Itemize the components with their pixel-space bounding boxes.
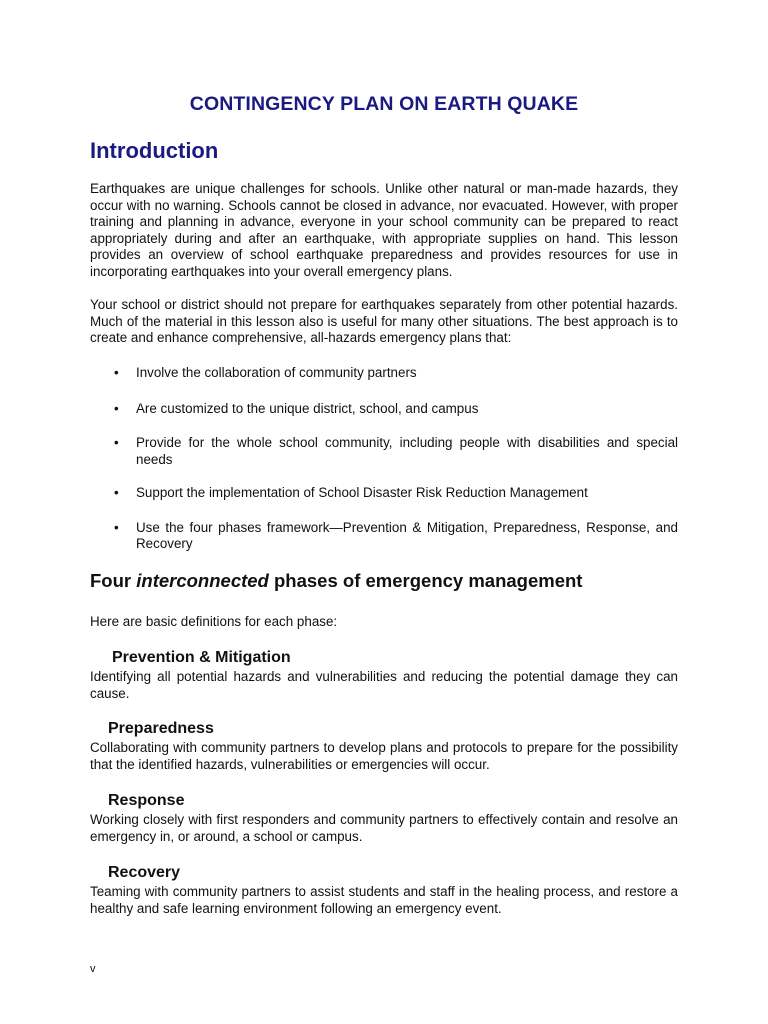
phases-heading-post: phases of emergency management [268, 570, 583, 591]
phases-heading-pre: Four [90, 570, 137, 591]
list-item [90, 520, 678, 553]
list-item [90, 401, 678, 418]
phase-text-preparedness: Collaborating with community partners to develop plans and protocols to prepare for the possibility that the identified hazards, vulnerabilities or emergencies will occur. [90, 740, 678, 772]
bullet-icon: • [114, 435, 119, 450]
bullet-icon: • [114, 519, 119, 535]
bullet-icon: • [114, 485, 119, 500]
hazard-plan-list [90, 365, 678, 553]
list-item-text: Are customized to the unique district, school, and campus [136, 400, 479, 416]
list-item [90, 365, 678, 382]
list-item-text: Support the implementation of School Disaster Risk Reduction Management [136, 485, 588, 500]
page-number: v [90, 963, 96, 975]
document-title: CONTINGENCY PLAN ON EARTH QUAKE [189, 93, 579, 115]
list-item-text: Provide for the whole school community, including people with disabilities and special needs [136, 435, 678, 467]
list-item [90, 485, 678, 502]
bullet-icon: • [114, 365, 119, 380]
introduction-heading: Introduction [90, 138, 219, 163]
phase-title-recovery: Recovery [108, 864, 181, 881]
phase-title-prevention: Prevention & Mitigation [112, 649, 291, 666]
intro-paragraph-1: Earthquakes are unique challenges for schools. Unlike other natural or man-made hazards, they occur with no warning. Schools cannot be closed in advance, nor evacuated. However, with proper training and planning in advance, everyone in your school community can be prepared to react appropriately during and after an earthquake, with appropriate supplies on hand. This lesson provides an overview of school earthquake preparedness and provides resources for use in incorporating earthquakes into your overall emergency plans. [90, 181, 678, 279]
bullet-icon: • [114, 400, 119, 416]
phase-text-recovery: Teaming with community partners to assist students and staff in the healing process, and restore a healthy and safe learning environment following an emergency event. [90, 884, 678, 916]
intro-paragraph-2: Your school or district should not prepare for earthquakes separately from other potential hazards. Much of the material in this lesson also is useful for many other situations. The best approach is to create and enhance comprehensive, all-hazards emergency plans that: [90, 297, 678, 345]
phase-text-response: Working closely with first responders and community partners to effectively contain and resolve an emergency in, or around, a school or campus. [90, 812, 678, 844]
phases-intro: Here are basic definitions for each phase: [90, 614, 338, 629]
phase-title-preparedness: Preparedness [108, 720, 214, 737]
list-item [90, 435, 678, 468]
phase-title-response: Response [108, 792, 185, 809]
phases-heading-emphasis: interconnected [136, 570, 269, 591]
list-item-text: Involve the collaboration of community partners [136, 365, 417, 380]
list-item-text: Use the four phases framework—Prevention & Mitigation, Preparedness, Response, and Recovery [136, 519, 678, 551]
phase-text-prevention: Identifying all potential hazards and vulnerabilities and reducing the potential damage they can cause. [90, 669, 678, 701]
phases-heading [90, 570, 582, 592]
